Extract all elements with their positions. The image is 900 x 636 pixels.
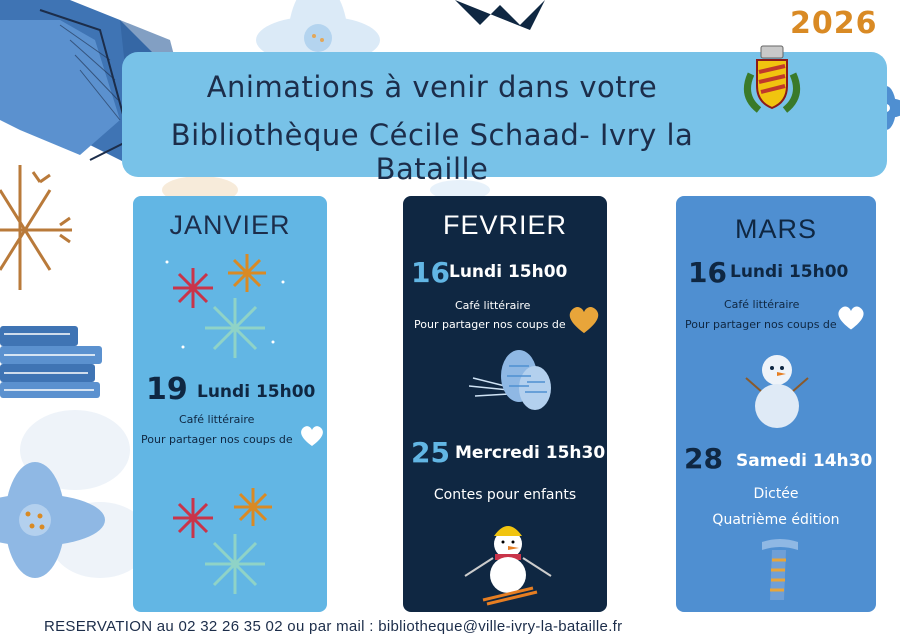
month-title-mars: MARS	[734, 214, 817, 244]
title-banner	[122, 52, 887, 186]
coat-of-arms-icon	[739, 44, 805, 116]
event-day: 16	[688, 256, 727, 289]
banner-title-line2: Bibliothèque Cécile Schaad- Ivry la Bataille	[170, 118, 694, 186]
snowman-icon	[463, 520, 553, 606]
event-time: Mercredi 15h30	[455, 443, 606, 463]
event-title: Café littéraire	[455, 299, 531, 312]
snowflake-icon	[163, 482, 303, 602]
snowman-icon	[744, 348, 810, 430]
scarf-icon	[758, 536, 802, 608]
column-mars	[676, 196, 876, 612]
reservation-footer: RESERVATION au 02 32 26 35 02 ou par mail : bibliotheque@ville-ivry-la-bataille.fr	[44, 618, 623, 635]
banner-title-line1: Animations à venir dans votre	[206, 70, 658, 104]
month-title-janvier: JANVIER	[169, 210, 291, 240]
event-day: 16	[411, 256, 450, 289]
event-subtitle: Quatrième édition	[712, 512, 840, 528]
event-day: 19	[146, 372, 188, 407]
event-day: 25	[411, 436, 450, 469]
event-day: 28	[684, 442, 723, 475]
heart-icon	[836, 304, 866, 332]
snowflake-icon	[163, 252, 303, 362]
event-time: Lundi 15h00	[197, 382, 316, 402]
event-time: Lundi 15h00	[449, 262, 568, 282]
event-time: Lundi 15h00	[730, 262, 849, 282]
event-time: Samedi 14h30	[736, 451, 873, 471]
year-label: 2026	[790, 6, 878, 41]
event-description: Pour partager nos coups de	[141, 433, 293, 446]
book-stack-icon	[0, 326, 102, 398]
event-title: Dictée	[753, 486, 799, 502]
pinecone-icon	[469, 346, 559, 418]
event-description: Pour partager nos coups de	[685, 318, 837, 331]
flower-icon	[455, 0, 545, 30]
event-title: Café littéraire	[724, 298, 800, 311]
heart-icon	[567, 304, 601, 336]
column-fevrier	[403, 196, 607, 612]
event-title: Café littéraire	[179, 413, 255, 426]
event-title: Contes pour enfants	[433, 487, 577, 503]
event-description: Pour partager nos coups de	[414, 318, 566, 331]
column-janvier	[133, 196, 327, 612]
month-title-fevrier: FEVRIER	[442, 210, 568, 240]
snowflake-icon	[0, 165, 72, 290]
flower-icon	[0, 410, 150, 578]
heart-icon	[299, 424, 325, 448]
